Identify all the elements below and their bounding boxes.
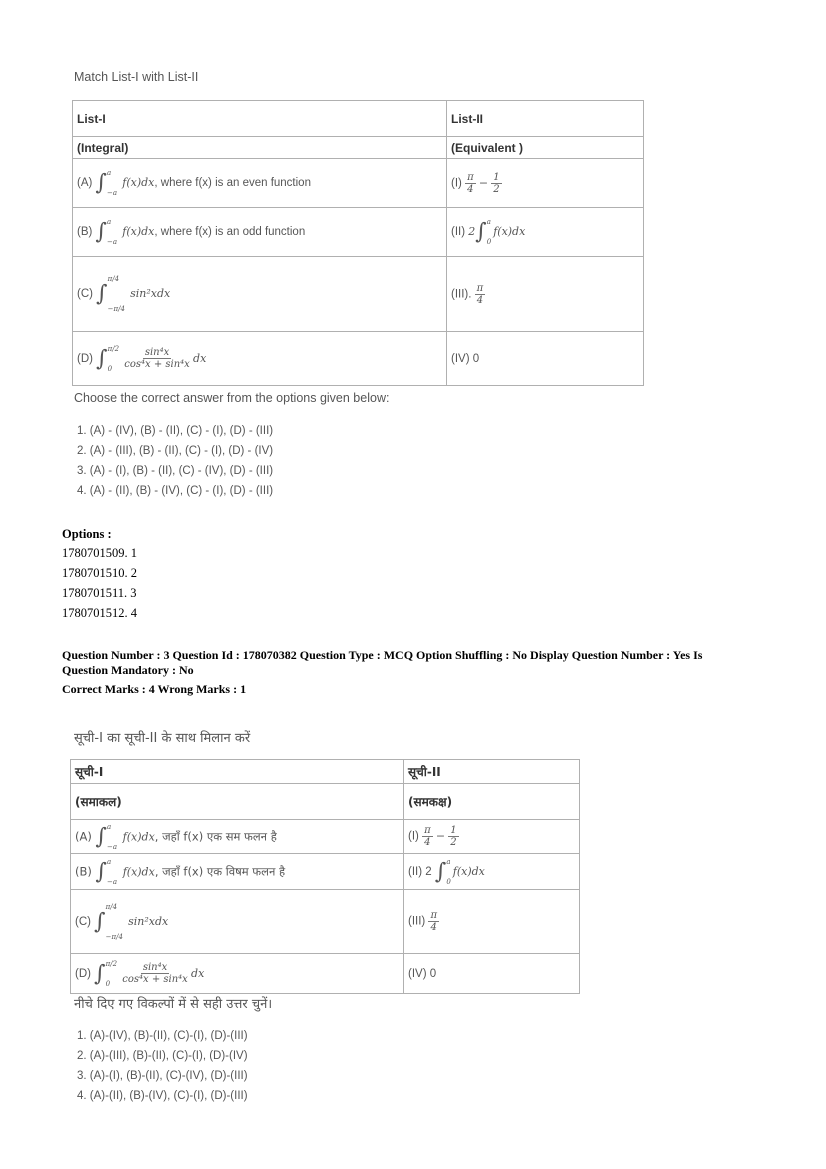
integral-symbol: ∫ [95,824,107,849]
integral-symbol: ∫ [94,909,106,934]
option-id: 1780701510. 2 [62,566,137,580]
list1-header: List-I [73,101,447,137]
answer-option: 3. (A)-(I), (B)-(II), (C)-(IV), (D)-(III) [77,1070,248,1082]
table-row: (B) ∫ a −a f(x)dx, जहाँ f(x) एक विषम फलन है (II) 2 ∫ a 0 f(x)dx [71,854,580,890]
list1-sub: (समाकल) [71,784,404,820]
integral-symbol: ∫ [94,961,106,986]
list2-header: List-II [447,101,644,137]
answer-option: 4. (A)-(II), (B)-(IV), (C)-(I), (D)-(III) [77,1090,248,1102]
answer-option: 2. (A) - (III), (B) - (II), (C) - (I), (D) - (IV) [77,445,274,457]
table-row: (D) ∫ π/2 0 $\frac{\text{sin⁴x}}{\text{cos⁴x + sin⁴x}}$ dx (IV) 0 [73,332,644,386]
table-row: (A) ∫ a −a f(x)dx, जहाँ f(x) एक सम फलन है (I) $\frac{\pi}{4}$ − $\frac{1}{2}$ [71,820,580,854]
table-row: (C) ∫ π/4 −π/4 sin²xdx (III) $\frac{\pi}{4}$ [71,890,580,954]
integral-symbol: ∫ [96,346,108,371]
integral-symbol: ∫ [95,170,108,196]
table-row: (C) ∫ π/4 −π/4 sin²xdx (III). $\frac{\pi}{4}$ [73,257,644,332]
question-meta-line1: Question Number : 3 Question Id : 178070382 Question Type : MCQ Option Shuffling : No Display Question Number : Yes Is [62,648,703,662]
question-marks: Correct Marks : 4 Wrong Marks : 1 [62,682,247,696]
list2-sub: (Equivalent ) [447,137,644,159]
question-heading-hi: सूची-I का सूची-II के साथ मिलान करें [74,731,251,746]
options-label: Options : [62,527,112,541]
list2-sub: (समकक्ष) [404,784,580,820]
option-id: 1780701512. 4 [62,606,137,620]
match-table-hi [70,759,580,994]
answer-option: 3. (A) - (I), (B) - (II), (C) - (IV), (D) - (III) [77,465,274,477]
question-heading-en: Match List-I with List-II [74,70,199,84]
table-row: (A) ∫ a −a f(x)dx, where f(x) is an even function (I) $\frac{\pi}{4}$ − $\frac{1}{2}$ [73,159,644,208]
match-table-en [72,100,644,386]
table-row: (D) ∫ π/2 0 $\frac{\text{sin⁴x}}{\text{cos⁴x + sin⁴x}}$ dx (IV) 0 [71,954,580,994]
list1-sub: (Integral) [73,137,447,159]
integral-symbol: ∫ [95,859,107,884]
answer-option: 2. (A)-(III), (B)-(II), (C)-(I), (D)-(IV) [77,1050,248,1062]
choose-instruction-hi: नीचे दिए गए विकल्पों में से सही उत्तर चुनें। [74,997,273,1012]
answer-option: 4. (A) - (II), (B) - (IV), (C) - (I), (D) - (III) [77,485,274,497]
integral-symbol: ∫ [96,281,108,307]
answer-option: 1. (A) - (IV), (B) - (II), (C) - (I), (D) - (III) [77,425,274,437]
choose-instruction-en: Choose the correct answer from the options given below: [74,391,390,405]
table-row: (B) ∫ a −a f(x)dx, where f(x) is an odd function (II) 2∫ a 0 f(x)dx [73,208,644,257]
option-id: 1780701509. 1 [62,546,137,560]
list1-header: सूची-I [71,760,404,784]
option-id: 1780701511. 3 [62,586,137,600]
answer-option: 1. (A)-(IV), (B)-(II), (C)-(I), (D)-(III) [77,1030,248,1042]
integral-symbol: ∫ [95,219,108,245]
question-meta-line2: Question Mandatory : No [62,663,194,677]
list2-header: सूची-II [404,760,580,784]
